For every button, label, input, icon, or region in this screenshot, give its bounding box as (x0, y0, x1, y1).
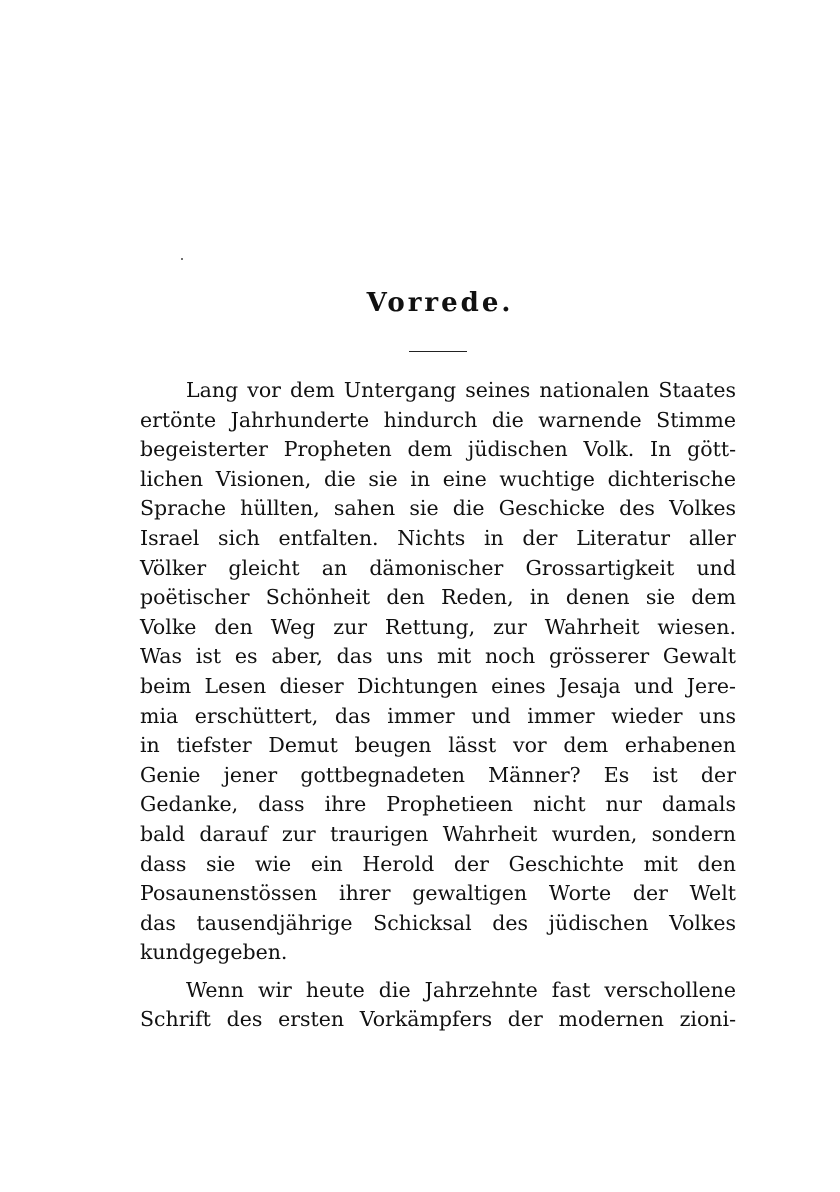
text-line: mia erschüttert, das immer und immer wieder uns (140, 703, 736, 728)
paragraph-1 (140, 376, 736, 968)
print-speck (181, 258, 183, 260)
text-line: Völker gleicht an dämonischer Grossartigkeit und (140, 555, 736, 580)
text-line: Sprache hüllten, sahen sie die Geschicke des Volkes (140, 496, 736, 521)
text-line: in tiefster Demut beugen lässt vor dem erhabenen (140, 733, 736, 758)
text-line: Lang vor dem Untergang seines nationalen Staates (186, 378, 736, 402)
text-line: Gedanke, dass ihre Prophetieen nicht nur damals (140, 792, 736, 817)
title-divider (409, 351, 467, 352)
paragraph-2 (140, 976, 736, 1035)
text-line: begeisterter Propheten dem jüdischen Volk. In gött- (140, 437, 736, 462)
text-line: Genie jener gottbegnadeten Männer? Es ist der (140, 762, 736, 787)
text-line: bald darauf zur traurigen Wahrheit wurden, sondern (140, 821, 736, 846)
text-line: Posaunenstössen ihrer gewaltigen Worte der Welt (140, 881, 736, 906)
text-line: das tausendjährige Schicksal des jüdischen Volkes (140, 910, 736, 935)
page-title: Vorrede. (366, 288, 514, 318)
text-line: Israel sich entfalten. Nichts in der Literatur aller (140, 525, 736, 550)
paragraph-gap (140, 968, 736, 976)
text-line: dass sie wie ein Herold der Geschichte mit den (140, 851, 736, 876)
text-line: Volke den Weg zur Rettung, zur Wahrheit wiesen. (140, 614, 736, 639)
text-line: Schrift des ersten Vorkämpfers der modernen zioni- (140, 1007, 736, 1032)
text-line: Wenn wir heute die Jahrzehnte fast verschollene (186, 977, 736, 1002)
text-line: Was ist es aber, das uns mit noch grösserer Gewalt (140, 644, 736, 669)
text-line: kundgegeben. (140, 940, 288, 965)
text-line: lichen Visionen, die sie in eine wuchtige dichterische (140, 466, 736, 491)
text-line: poëtischer Schönheit den Reden, in denen sie dem (140, 585, 736, 610)
text-line: beim Lesen dieser Dichtungen eines Jesaja und Jere- (140, 673, 736, 698)
text-line: ertönte Jahrhunderte hindurch die warnende Stimme (140, 407, 736, 432)
body-text (140, 376, 736, 1035)
